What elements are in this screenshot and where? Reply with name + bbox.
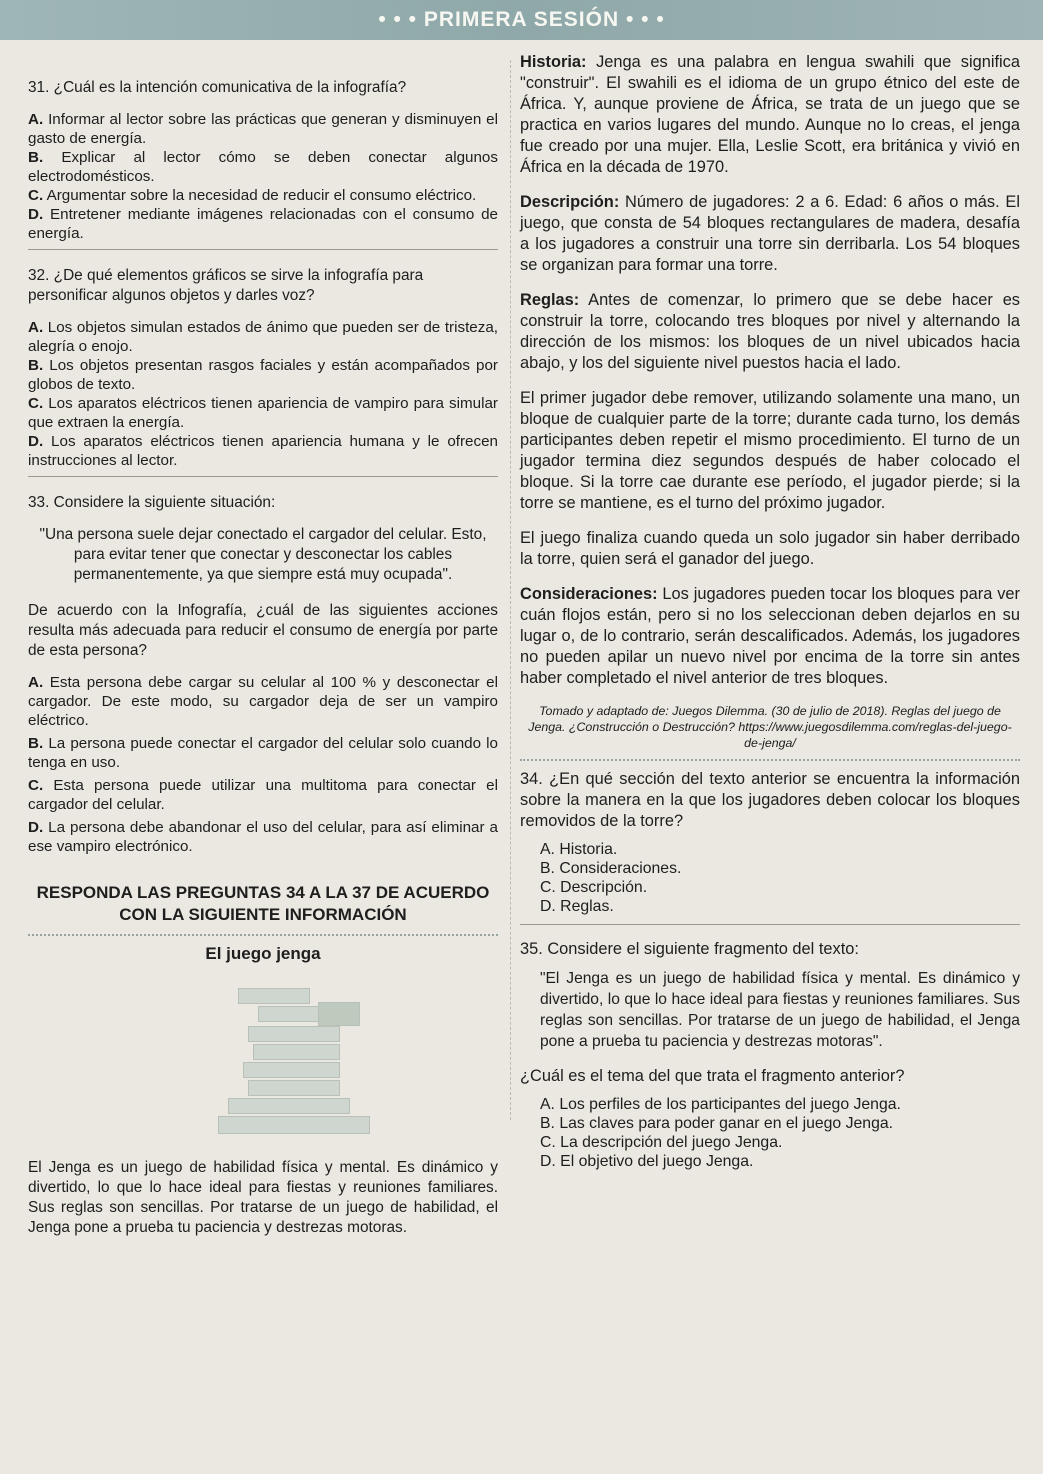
question-31-text: 31. ¿Cuál es la intención comunicativa de la infografía?	[28, 79, 407, 96]
option-31-b[interactable]: B. Explicar al lector cómo se deben conectar algunos electrodomésticos.	[28, 149, 498, 185]
option-32-c[interactable]: C. Los aparatos eléctricos tienen apariencia de vampiro para simular que extraen la energía.	[28, 395, 498, 431]
question-35	[520, 939, 1020, 1171]
option-34-c[interactable]: C. Descripción.	[540, 879, 648, 896]
question-33	[28, 493, 498, 856]
column-divider	[510, 60, 511, 1120]
question-35-prompt: ¿Cuál es el tema del que trata el fragmento anterior?	[520, 1067, 905, 1085]
source-citation: Tomado y adaptado de: Juegos Dilemma. (30 de julio de 2018). Reglas del juego de Jenga. ¿Construcción o Destrucción? https://www.juegosdilemma.com/reglas-del-juego-de-jenga/	[528, 704, 1012, 750]
question-35-quote: "El Jenga es un juego de habilidad física y mental. Es dinámico y divertido, lo que lo hace ideal para fiestas y reuniones familiares. Sus reglas son sencillas. Por tratarse de un juego de habilidad, el Jenga pone a prueba tu paciencia y destrezas motoras".	[540, 970, 1020, 1050]
text-title: El juego jenga	[205, 944, 321, 963]
option-34-b[interactable]: B. Consideraciones.	[540, 860, 682, 877]
option-35-d[interactable]: D. El objetivo del juego Jenga.	[540, 1153, 754, 1170]
section-divider	[28, 934, 498, 936]
question-32	[28, 266, 498, 477]
option-33-b[interactable]: B. La persona puede conectar el cargador del celular solo cuando lo tenga en uso.	[28, 735, 498, 771]
jenga-tower-image	[208, 980, 418, 1150]
section-heading: RESPONDA LAS PREGUNTAS 34 A LA 37 DE ACUERDO CON LA SIGUIENTE INFORMACIÓN	[36, 883, 490, 924]
left-column	[28, 78, 498, 1238]
option-33-c[interactable]: C. Esta persona puede utilizar una multitoma para conectar el cargador del celular.	[28, 777, 498, 813]
historia-section: Historia: Jenga es una palabra en lengua swahili que significa "construir". El swahili es el idioma de un grupo étnico del este de África. Y, aunque proviene de África, se trata de un juego que se practica en varios lugares del mundo. Aunque no lo creas, el jenga fue creado por una mujer. Ella, Leslie Scott, era británica y vivió en África en la década de 1970.	[520, 53, 1020, 176]
option-35-b[interactable]: B. Las claves para poder ganar en el juego Jenga.	[540, 1115, 894, 1132]
intro-paragraph: El Jenga es un juego de habilidad física y mental. Es dinámico y divertido, lo que lo hace ideal para fiestas y reuniones familiares. Sus reglas son sencillas. Por tratarse de un juego de habilidad, el Jenga pone a prueba tu paciencia y destrezas motoras.	[28, 1159, 498, 1236]
option-34-d[interactable]: D. Reglas.	[540, 898, 614, 915]
source-divider	[520, 759, 1020, 761]
option-32-b[interactable]: B. Los objetos presentan rasgos faciales y están acompañados por globos de texto.	[28, 357, 498, 393]
question-33-quote: "Una persona suele dejar conectado el cargador del celular. Esto, para evitar tener que conectar y desconectar los cables permanentemente, ya que siempre está muy ocupada".	[39, 526, 487, 583]
reglas-paragraph-3: El juego finaliza cuando queda un solo jugador sin haber derribado la torre, quien será el ganador del juego.	[520, 529, 1020, 568]
option-35-c[interactable]: C. La descripción del juego Jenga.	[540, 1134, 783, 1151]
option-33-d[interactable]: D. La persona debe abandonar el uso del celular, para así eliminar a ese vampiro electrónico.	[28, 819, 498, 855]
consideraciones-section: Consideraciones: Los jugadores pueden tocar los bloques para ver cuán flojos están, pero si no los seleccionan deben dejarlos en su lugar o, de lo contrario, serán descalificados. Además, los jugadores no pueden apilar un nuevo nivel por encima de la torre sin antes haber completado el nivel anterior de tres bloques.	[520, 585, 1020, 687]
option-35-a[interactable]: A. Los perfiles de los participantes del juego Jenga.	[540, 1096, 901, 1113]
reglas-section: Reglas: Antes de comenzar, lo primero que se debe hacer es construir la torre, colocando tres bloques por nivel y alternando la dirección de los mismos: los bloques de un nivel ubicados hacia abajo, y los del siguiente nivel puestos hacia el lado.	[520, 291, 1020, 372]
question-34-text: 34. ¿En qué sección del texto anterior se encuentra la información sobre la manera en la que los jugadores deben colocar los bloques removidos de la torre?	[520, 770, 1020, 830]
option-31-d[interactable]: D. Entretener mediante imágenes relacionadas con el consumo de energía.	[28, 206, 498, 242]
option-31-a[interactable]: A. Informar al lector sobre las prácticas que generan y disminuyen el gasto de energía.	[28, 111, 498, 147]
question-33-prompt: De acuerdo con la Infografía, ¿cuál de las siguientes acciones resulta más adecuada para reducir el consumo de energía por parte de esta persona?	[28, 602, 498, 659]
question-33-text: 33. Considere la siguiente situación:	[28, 494, 276, 511]
right-column	[520, 52, 1020, 1171]
option-34-a[interactable]: A. Historia.	[540, 841, 618, 858]
question-32-options	[28, 318, 498, 477]
session-banner: • • • PRIMERA SESIÓN • • •	[0, 0, 1043, 40]
reglas-paragraph-2: El primer jugador debe remover, utilizando solamente una mano, un bloque de cualquier parte de la torre; durante cada turno, los demás participantes deben repetir el mismo procedimiento. El turno de un jugador termina diez segundos después de haber colocado el bloque. Si la torre cae durante ese período, el jugador pierde; si la torre se mantiene, es el turno del próximo jugador.	[520, 389, 1020, 512]
question-31-options	[28, 110, 498, 250]
question-35-text: 35. Considere el siguiente fragmento del texto:	[520, 940, 859, 958]
question-34	[520, 769, 1020, 925]
descripcion-section: Descripción: Número de jugadores: 2 a 6. Edad: 6 años o más. El juego, que consta de 54 bloques rectangulares de madera, desafía a los jugadores a construir una torre sin derribarla. Los 54 bloques se organizan para formar una torre.	[520, 193, 1020, 274]
option-32-d[interactable]: D. Los aparatos eléctricos tienen apariencia humana y le ofrecen instrucciones al lector.	[28, 433, 498, 469]
question-32-text: 32. ¿De qué elementos gráficos se sirve la infografía para personificar algunos objetos y darles voz?	[28, 267, 424, 304]
option-32-a[interactable]: A. Los objetos simulan estados de ánimo que pueden ser de tristeza, alegría o enojo.	[28, 319, 498, 355]
option-31-c[interactable]: C. Argumentar sobre la necesidad de reducir el consumo eléctrico.	[28, 187, 477, 204]
question-31	[28, 78, 498, 250]
option-33-a[interactable]: A. Esta persona debe cargar su celular al 100 % y desconectar el cargador. De este modo, su cargador deja de ser un vampiro eléctrico.	[28, 674, 498, 729]
